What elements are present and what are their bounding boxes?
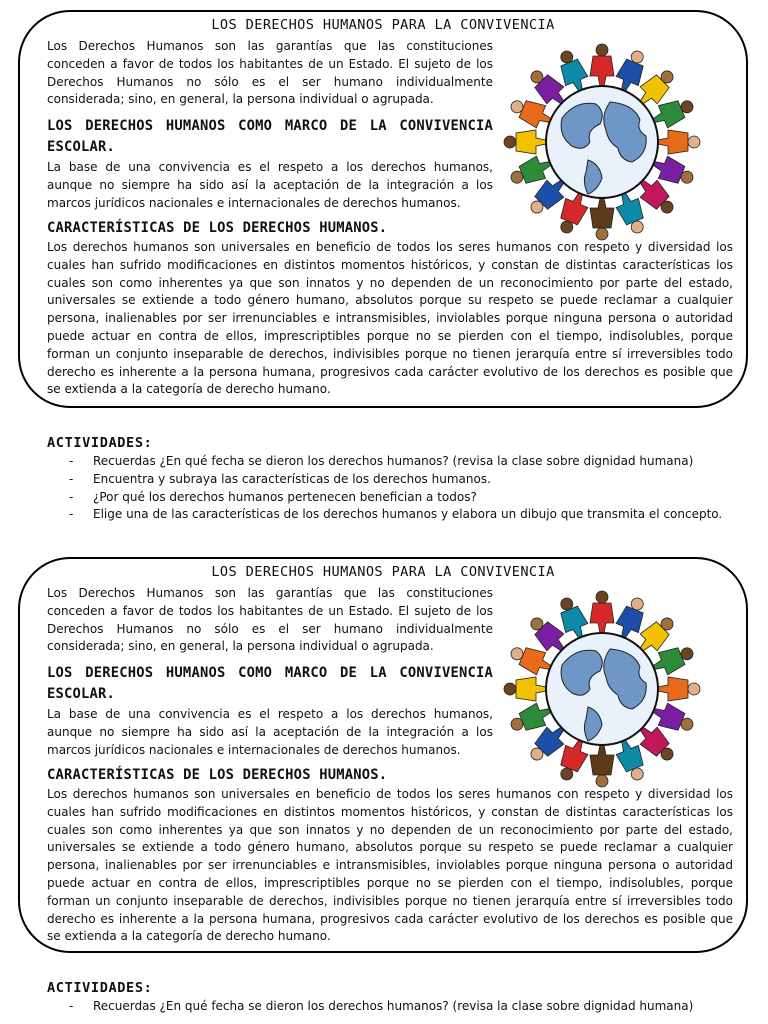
activity-text: Recuerdas ¿En qué fecha se dieron los derechos humanos? (revisa la clase sobre dignidad humana) [93, 999, 694, 1013]
heading-caracteristicas: CARACTERÍSTICAS DE LOS DERECHOS HUMANOS. [47, 767, 388, 783]
person-figure [590, 745, 614, 787]
bullet-dash: - [69, 471, 74, 486]
activities-list [47, 998, 737, 1016]
bullet-dash: - [69, 489, 74, 504]
bullet-dash: - [69, 507, 74, 522]
person-figure [504, 130, 546, 154]
globe-people-icon [492, 36, 712, 248]
globe-people-icon [492, 583, 712, 795]
bullet-dash: - [69, 999, 74, 1013]
heading-marco: LOS DERECHOS HUMANOS COMO MARCO DE LA CONVIVENCIA ESCOLAR. [47, 665, 493, 702]
convivencia-paragraph: La base de una convivencia es el respeto a los derechos humanos, aunque no siempre ha sido así la aceptación de la integración a los marcos jurídicos nacionales e internacionales de derechos humanos. [47, 707, 493, 757]
list-item [47, 998, 737, 1016]
person-figure [590, 44, 614, 86]
list-item [47, 489, 737, 507]
activities-block-1 [47, 433, 737, 524]
activities-list [47, 453, 737, 524]
caracteristicas-paragraph: Los derechos humanos son universales en beneficio de todos los seres humanos con respeto y diversidad los cuales han sufrido modificaciones en distintos momentos históricos, y constan de distintas características los cuales son como inherentes ya que son innatos y no dependen de un reconocimiento por parte del estado, universales se extiende a todo género humano, absolutos porque su respeto se puede reclamar a cualquier persona, inalienables por ser irrenunciables e intransmisibles, inviolables porque ninguna persona o autoridad puede actuar en contra de ellos, imprescriptibles porque no se pierden con el tiempo, indisolubles, porque forman un conjunto inseparable de derechos, indivisibles porque no tienen jerarquía entre sí irreversibles todo derecho es inherente a la persona humana, progresivos cada carácter evolutivo de los derechos es posible que se extienda a la categoría de derecho humano. [47, 787, 733, 944]
person-figure [658, 130, 700, 154]
caracteristicas-paragraph: Los derechos humanos son universales en beneficio de todos los seres humanos con respeto y diversidad los cuales han sufrido modificaciones en distintos momentos históricos, y constan de distintas características los cuales son como inherentes ya que son innatos y no dependen de un reconocimiento por parte del estado, universales se extiende a todo género humano, absolutos porque su respeto se puede reclamar a cualquier persona, inalienables por ser irrenunciables e intransmisibles, inviolables porque ninguna persona o autoridad puede actuar en contra de ellos, imprescriptibles porque no se pierden con el tiempo, indisolubles, porque forman un conjunto inseparable de derechos, indivisibles porque no tienen jerarquía entre sí irreversibles todo derecho es inherente a la persona humana, progresivos cada carácter evolutivo de los derechos es posible que se extienda a la categoría de derecho humano. [47, 240, 733, 397]
person-figure [590, 198, 614, 240]
heading-caracteristicas: CARACTERÍSTICAS DE LOS DERECHOS HUMANOS. [47, 220, 388, 236]
content-box-2 [18, 557, 748, 953]
activity-text: ¿Por qué los derechos humanos pertenecen benefician a todos? [93, 489, 477, 504]
person-figure [590, 591, 614, 633]
section-title: LOS DERECHOS HUMANOS PARA LA CONVIVENCIA [211, 17, 555, 33]
convivencia-paragraph: La base de una convivencia es el respeto a los derechos humanos, aunque no siempre ha sido así la aceptación de la integración a los marcos jurídicos nacionales e internacionales de derechos humanos. [47, 160, 493, 210]
heading-marco: LOS DERECHOS HUMANOS COMO MARCO DE LA CONVIVENCIA ESCOLAR. [47, 118, 493, 155]
list-item [47, 506, 737, 524]
person-figure [658, 677, 700, 701]
activity-text: Elige una de las características de los derechos humanos y elabora un dibujo que transmita el concepto. [93, 507, 723, 522]
activity-text: Encuentra y subraya las características de los derechos humanos. [93, 471, 491, 486]
activities-block-2 [47, 978, 737, 1016]
activity-text: Recuerdas ¿En qué fecha se dieron los derechos humanos? (revisa la clase sobre dignidad humana) [93, 454, 694, 468]
activities-title: ACTIVIDADES: [47, 980, 153, 996]
list-item [47, 471, 737, 489]
list-item [47, 453, 737, 471]
activities-title: ACTIVIDADES: [47, 435, 153, 451]
intro-paragraph: Los Derechos Humanos son las garantías que las constituciones conceden a favor de todos los habitantes de un Estado. El sujeto de los Derechos Humanos no sólo es el ser humano individualmente considerada; sino, en general, la persona individual o agrupada. [47, 586, 493, 654]
bullet-dash: - [69, 454, 74, 468]
section-title: LOS DERECHOS HUMANOS PARA LA CONVIVENCIA [211, 564, 555, 580]
person-figure [504, 677, 546, 701]
intro-paragraph: Los Derechos Humanos son las garantías que las constituciones conceden a favor de todos los habitantes de un Estado. El sujeto de los Derechos Humanos no sólo es el ser humano individualmente considerada; sino, en general, la persona individual o agrupada. [47, 39, 493, 107]
content-box-1 [18, 10, 748, 408]
